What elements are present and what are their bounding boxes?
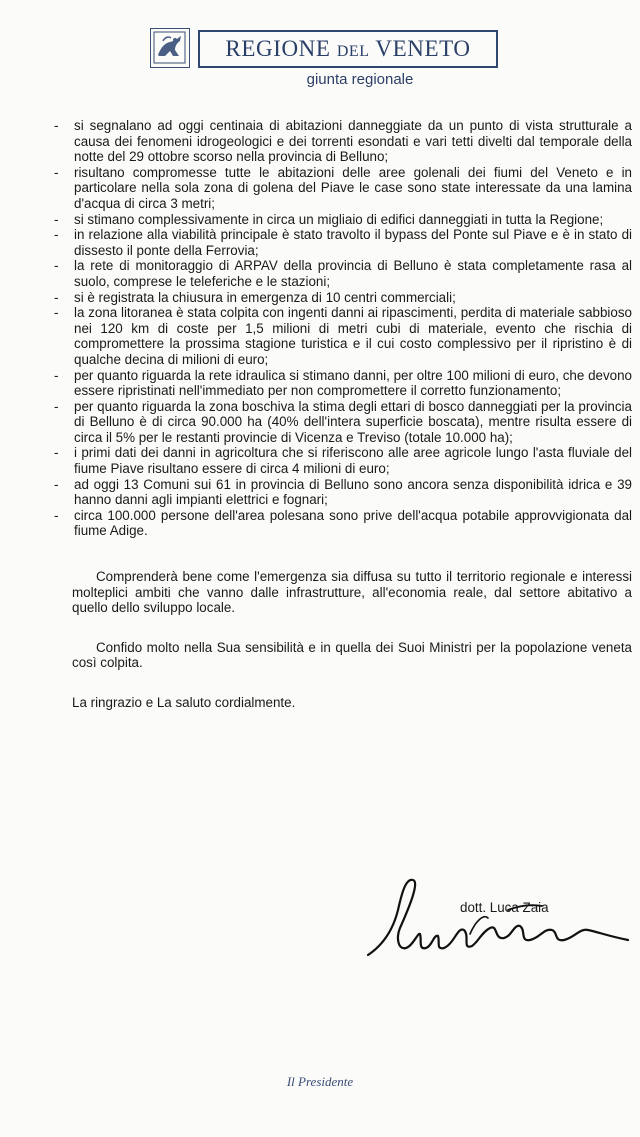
list-item: - per quanto riguarda la zona boschiva la stima degli ettari di bosco danneggiati per la provincia di Belluno è di circa 90.000 ha (40% dell'intera superficie boscata), mentre risulta essere di circa il 5% per le restanti provincie di Vicenza e Treviso (totale 10.000 ha); xyxy=(54,398,632,445)
list-item: - in relazione alla viabilità principale è stato travolto il bypass del Ponte sul Piave e è in stato di dissesto il ponte della Ferrovia; xyxy=(54,227,632,258)
letter-body xyxy=(50,118,632,711)
title-word-regione: REGIONE xyxy=(225,36,337,61)
region-title xyxy=(225,36,470,62)
list-item: - la rete di monitoraggio di ARPAV della provincia di Belluno è stata completamente rasa al suolo, comprese le teleferiche e le stazioni; xyxy=(54,258,632,289)
list-item: - si stimano complessivamente in circa un migliaio di edifici danneggiati in tutta la Regione; xyxy=(54,211,604,227)
signatory-name: dott. Luca Zaia xyxy=(460,900,549,915)
handwritten-signature xyxy=(358,870,638,970)
list-item: - la zona litoranea è stata colpita con ingenti danni ai ripascimenti, perdita di materiale sabbioso nei 120 km di coste per 1,5 milioni di metri cubi di materiale, evento che rischia di compromettere la prossima stagione turistica e il cui costo complessivo per il ripristino è di qualche decina di milioni di euro; xyxy=(54,305,632,367)
list-item: - i primi dati dei danni in agricoltura che si riferiscono alle aree agricole lungo l'asta fluviale del fiume Piave risultano essere di circa 4 milioni di euro; xyxy=(54,445,632,477)
paragraph-emergency: Comprenderà bene come l'emergenza sia diffusa su tutto il territorio regionale e interessi molteplici ambiti che vanno dalle infrastrutture, all'economia reale, dal settore abitativo a quello dello sviluppo locale. xyxy=(72,569,632,616)
list-item: - si è registrata la chiusura in emergenza di 10 centri commerciali; xyxy=(54,289,456,305)
lion-of-saint-mark-icon xyxy=(150,28,190,68)
president-title: Il Presidente xyxy=(286,1074,354,1089)
region-title-box xyxy=(198,30,498,68)
list-item: - per quanto riguarda la rete idraulica si stimano danni, per oltre 100 milioni di euro, che devono essere ripristinati nell'immediato per non compromettere il corretto funzionamento; xyxy=(54,367,632,399)
letterhead xyxy=(150,22,500,92)
title-word-veneto: VENETO xyxy=(369,36,471,61)
paragraph-trust: Confido molto nella Sua sensibilità e in quella dei Suoi Ministri per la popolazione veneta così colpita. xyxy=(72,639,632,671)
damage-list xyxy=(50,118,632,539)
subtitle: giunta regionale xyxy=(306,71,414,88)
list-item: - circa 100.000 persone dell'area polesana sono prive dell'acqua potabile approvvigionata dal fiume Adige. xyxy=(54,507,632,539)
list-item: - si segnalano ad oggi centinaia di abitazioni danneggiate da un punto di vista strutturale a causa dei fenomeni idrogeologici e dei torrenti esondati e vari tetti divelti dal temporale della notte del 29 ottobre scorso nella provincia di Belluno; xyxy=(54,118,632,165)
list-item: - ad oggi 13 Comuni sui 61 in provincia di Belluno sono ancora senza disponibilità idrica e 39 hanno danni agli impianti elettrici e fognari; xyxy=(54,476,632,508)
closing-line: La ringrazio e La saluto cordialmente. xyxy=(72,695,296,710)
list-item: - risultano compromesse tutte le abitazioni delle aree golenali dei fiumi del Veneto e in particolare nella sola zona di golena del Piave le case sono state interessate da una lamina d'acqua di circa 3 metri; xyxy=(54,164,632,211)
title-word-del: DEL xyxy=(336,43,370,60)
